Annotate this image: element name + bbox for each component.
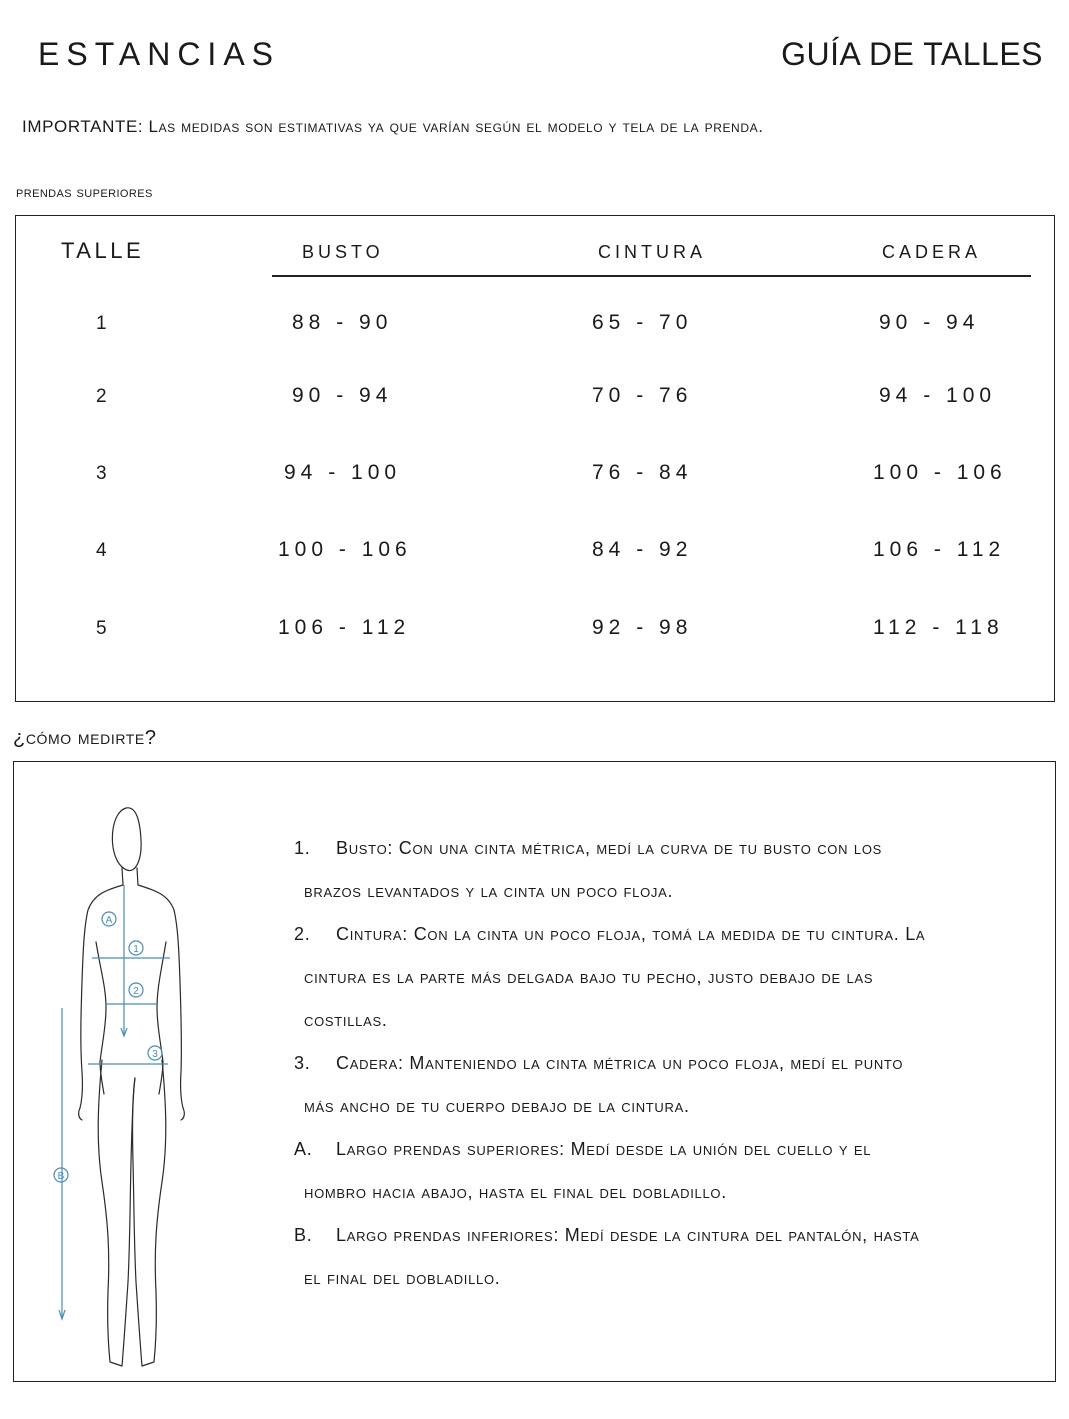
table-cell-talle: 4 xyxy=(96,540,107,561)
table-cell-talle: 2 xyxy=(96,386,107,407)
size-table xyxy=(15,215,1055,702)
table-cell-cadera: 106 - 112 xyxy=(873,538,1006,561)
table-cell-cintura: 76 - 84 xyxy=(592,461,693,484)
step-number: A. xyxy=(294,1139,313,1159)
step-text: Busto: Con una cinta métrica, medí la curva de tu busto con los xyxy=(336,838,883,858)
body-silhouette-figure xyxy=(36,782,236,1377)
step-largo-superiores xyxy=(294,1128,1034,1214)
step-text: Largo prendas inferiores: Medí desde la cintura del pantalón, hasta xyxy=(336,1225,920,1245)
table-cell-busto: 100 - 106 xyxy=(278,538,412,561)
marker-1: 1 xyxy=(133,944,139,955)
marker-a: A xyxy=(105,915,113,926)
column-header-cintura: CINTURA xyxy=(598,242,706,262)
table-cell-cintura: 84 - 92 xyxy=(592,538,693,561)
step-busto xyxy=(294,827,1034,913)
header-divider xyxy=(272,275,1031,277)
marker-2: 2 xyxy=(133,986,139,997)
step-text-continued: hombro hacia abajo, hasta el final del dobladillo. xyxy=(304,1182,727,1202)
table-cell-busto: 90 - 94 xyxy=(292,384,393,407)
table-cell-cintura: 65 - 70 xyxy=(592,311,693,334)
table-cell-talle: 3 xyxy=(96,463,107,484)
marker-3: 3 xyxy=(152,1049,158,1060)
step-number: 2. xyxy=(294,924,311,944)
table-cell-cadera: 100 - 106 xyxy=(873,461,1007,484)
table-cell-busto: 94 - 100 xyxy=(284,461,402,484)
column-header-busto: BUSTO xyxy=(302,242,384,262)
important-notice: IMPORTANTE: Las medidas son estimativas ya que varían según el modelo y tela de la prenda. xyxy=(22,117,764,136)
step-largo-inferiores xyxy=(294,1214,1034,1300)
step-cadera xyxy=(294,1042,1034,1128)
brand-name: ESTANCIAS xyxy=(38,36,280,72)
step-number: B. xyxy=(294,1225,313,1245)
step-number: 1. xyxy=(294,838,311,858)
table-cell-talle: 5 xyxy=(96,618,107,639)
how-to-measure-label: ¿cómo medirte? xyxy=(13,727,157,749)
column-header-talle: TALLE xyxy=(61,238,145,263)
step-cintura xyxy=(294,913,1034,1042)
how-to-measure-panel xyxy=(13,761,1056,1382)
step-text: Largo prendas superiores: Medí desde la unión del cuello y el xyxy=(336,1139,872,1159)
section-label-tops: prendas superiores xyxy=(16,184,153,201)
table-cell-cadera: 90 - 94 xyxy=(879,311,980,334)
table-cell-cadera: 94 - 100 xyxy=(879,384,997,407)
table-cell-busto: 106 - 112 xyxy=(278,616,411,639)
step-text: Cadera: Manteniendo la cinta métrica un poco floja, medí el punto xyxy=(336,1053,904,1073)
page-title: GUÍA DE TALLES xyxy=(781,36,1043,72)
step-text-continued: costillas. xyxy=(304,1010,388,1030)
table-cell-cintura: 92 - 98 xyxy=(592,616,693,639)
step-number: 3. xyxy=(294,1053,311,1073)
step-text: Cintura: Con la cinta un poco floja, tomá la medida de tu cintura. La xyxy=(336,924,926,944)
table-cell-busto: 88 - 90 xyxy=(292,311,393,334)
step-text-continued: el final del dobladillo. xyxy=(304,1268,501,1288)
table-cell-talle: 1 xyxy=(96,313,107,334)
table-cell-cadera: 112 - 118 xyxy=(873,616,1004,639)
step-text-continued: más ancho de tu cuerpo debajo de la cintura. xyxy=(304,1096,690,1116)
step-text-continued: brazos levantados y la cinta un poco floja. xyxy=(304,881,674,901)
column-header-cadera: CADERA xyxy=(882,242,982,262)
table-cell-cintura: 70 - 76 xyxy=(592,384,693,407)
step-text-continued: cintura es la parte más delgada bajo tu pecho, justo debajo de las xyxy=(304,967,874,987)
marker-b: B xyxy=(57,1171,65,1182)
